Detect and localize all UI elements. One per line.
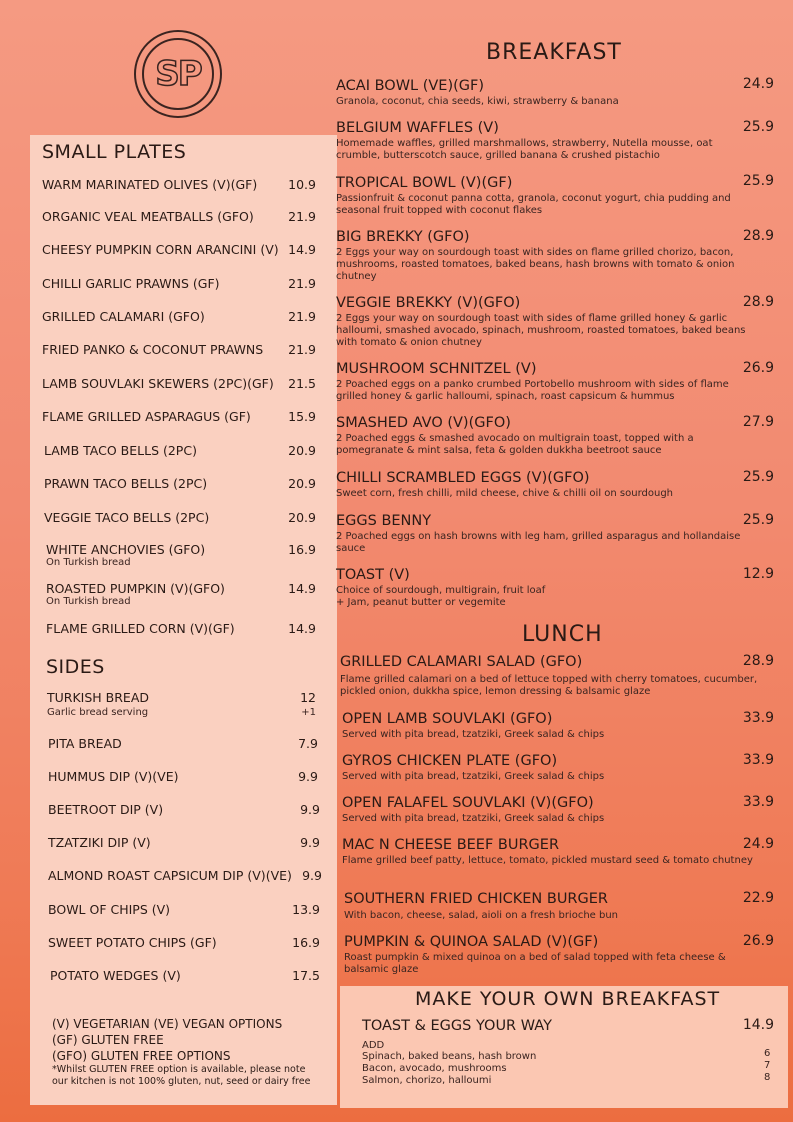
menu-item-desc: + Jam, peanut butter or vegemite xyxy=(336,597,506,608)
menu-item-desc: Flame grilled beef patty, lettuce, tomato, pickled mustard seed & tomato chutney xyxy=(342,855,753,866)
menu-item-price: 33.9 xyxy=(742,710,774,726)
menu-item-desc: 2 Poached eggs on hash browns with leg ham, grilled asparagus and hollandaise sauce xyxy=(336,531,741,554)
menu-item-price: 24.9 xyxy=(742,76,774,92)
menu-item-name: HUMMUS DIP (V)(VE) xyxy=(48,769,179,784)
menu-item-desc: Roast pumpkin & mixed quinoa on a bed of salad topped with feta cheese & balsamic glaze xyxy=(344,952,726,975)
menu-item-price: 21.9 xyxy=(288,342,316,357)
menu-item-name: BELGIUM WAFFLES (V) xyxy=(336,120,499,136)
small-plates-title: SMALL PLATES xyxy=(42,141,187,163)
menu-item-price: 25.9 xyxy=(742,469,774,485)
menu-item-name: TURKISH BREAD xyxy=(47,690,149,705)
menu-item-name: PUMPKIN & QUINOA SALAD (V)(GF) xyxy=(344,934,599,950)
menu-item-desc: Served with pita bread, tzatziki, Greek salad & chips xyxy=(342,813,605,824)
menu-item-price: 26.9 xyxy=(742,360,774,376)
logo-text: SP xyxy=(142,38,214,110)
menu-item-name: MUSHROOM SCHNITZEL (V) xyxy=(336,361,537,377)
menu-item-name: GYROS CHICKEN PLATE (GFO) xyxy=(342,753,558,769)
menu-item-name: GRILLED CALAMARI SALAD (GFO) xyxy=(340,654,583,670)
lunch-title: LUNCH xyxy=(522,622,603,647)
menu-item-name: EGGS BENNY xyxy=(336,513,432,529)
menu-item-name: ROASTED PUMPKIN (V)(GFO) xyxy=(46,581,225,596)
menu-item-price: 20.9 xyxy=(288,510,316,525)
menu-item-name: OPEN LAMB SOUVLAKI (GFO) xyxy=(342,711,553,727)
menu-item-desc: Flame grilled calamari on a bed of lettuce topped with cherry tomatoes, cucumber, pickled onion, dukkha spice, lemon dressing & balsamic glaze xyxy=(340,674,758,697)
add-option: Salmon, chorizo, halloumi xyxy=(362,1075,492,1086)
menu-item-price: 28.9 xyxy=(742,228,774,244)
menu-item-name: PRAWN TACO BELLS (2PC) xyxy=(44,476,208,491)
menu-item-name: POTATO WEDGES (V) xyxy=(50,968,181,983)
menu-item-name: VEGGIE BREKKY (V)(GFO) xyxy=(336,295,521,311)
menu-item-price: 16.9 xyxy=(292,935,320,950)
menu-item-price: 20.9 xyxy=(288,476,316,491)
add-option: Spinach, baked beans, hash brown xyxy=(362,1051,537,1062)
menu-item-name: TOAST (V) xyxy=(336,567,410,583)
menu-item-price: 9.9 xyxy=(300,802,320,817)
menu-item-name: TZATZIKI DIP (V) xyxy=(48,835,151,850)
menu-item-price: 28.9 xyxy=(742,653,774,669)
menu-item-price: 14.9 xyxy=(288,621,316,636)
make-your-own-title: MAKE YOUR OWN BREAKFAST xyxy=(415,988,721,1010)
menu-item-name: OPEN FALAFEL SOUVLAKI (V)(GFO) xyxy=(342,795,594,811)
note-disclaimer: our kitchen is not 100% gluten, nut, seed or dairy free xyxy=(52,1076,311,1087)
add-option: Bacon, avocado, mushrooms xyxy=(362,1063,507,1074)
menu-item-name: ACAI BOWL (VE)(GF) xyxy=(336,78,485,94)
add-option-price: 6 xyxy=(764,1048,771,1059)
menu-item-price: 33.9 xyxy=(742,794,774,810)
add-label: ADD xyxy=(362,1040,385,1051)
menu-item-extra-price: +1 xyxy=(301,707,316,718)
menu-item-desc: Granola, coconut, chia seeds, kiwi, strawberry & banana xyxy=(336,96,619,107)
menu-item-desc: Choice of sourdough, multigrain, fruit loaf xyxy=(336,585,546,596)
menu-item-desc: Homemade waffles, grilled marshmallows, strawberry, Nutella mousse, oat crumble, butterscotch sauce, grilled banana & crushed pistachio xyxy=(336,138,713,161)
menu-item-desc: 2 Eggs your way on sourdough toast with sides of flame grilled honey & garlic halloumi, smashed avocado, spinach, mushroom, roasted tomatoes, baked beans with tomato & onion chutney xyxy=(336,313,746,348)
menu-item-name: GRILLED CALAMARI (GFO) xyxy=(42,309,205,324)
menu-item-price: 20.9 xyxy=(288,443,316,458)
menu-item-price: 33.9 xyxy=(742,752,774,768)
menu-item-price: 21.9 xyxy=(288,276,316,291)
menu-item-name: ORGANIC VEAL MEATBALLS (GFO) xyxy=(42,209,254,224)
menu-item-price: 24.9 xyxy=(742,836,774,852)
menu-item-name: WARM MARINATED OLIVES (V)(GF) xyxy=(42,177,258,192)
add-option-price: 7 xyxy=(764,1060,771,1071)
menu-item-price: 14.9 xyxy=(288,581,316,596)
menu-item-name: SOUTHERN FRIED CHICKEN BURGER xyxy=(344,891,608,907)
dietary-notes xyxy=(52,1016,332,1088)
menu-item-price: 17.5 xyxy=(292,968,320,983)
menu-item-name: WHITE ANCHOVIES (GFO) xyxy=(46,542,206,557)
menu-item-desc: Passionfruit & coconut panna cotta, granola, coconut yogurt, chia pudding and seasonal fruit topped with coconut flakes xyxy=(336,193,731,216)
menu-item-desc: Served with pita bread, tzatziki, Greek salad & chips xyxy=(342,729,605,740)
menu-item-desc: Served with pita bread, tzatziki, Greek salad & chips xyxy=(342,771,605,782)
note-line: (V) VEGETARIAN (VE) VEGAN OPTIONS xyxy=(52,1017,283,1031)
menu-item-name: VEGGIE TACO BELLS (2PC) xyxy=(44,510,210,525)
menu-item-name: PITA BREAD xyxy=(48,736,122,751)
menu-item-desc: 2 Poached eggs & smashed avocado on multigrain toast, topped with a pomegranate & mint salsa, feta & golden dukkha beetroot sauce xyxy=(336,433,694,456)
menu-item-name: LAMB TACO BELLS (2PC) xyxy=(44,443,197,458)
menu-item-name: FLAME GRILLED CORN (V)(GF) xyxy=(46,621,235,636)
menu-item-price: 12 xyxy=(300,690,316,705)
menu-item-price: 21.9 xyxy=(288,209,316,224)
menu-item-price: 7.9 xyxy=(298,736,318,751)
menu-item-price: 28.9 xyxy=(742,294,774,310)
menu-item-name: SWEET POTATO CHIPS (GF) xyxy=(48,935,217,950)
menu-item-name: BEETROOT DIP (V) xyxy=(48,802,164,817)
menu-item-name: ALMOND ROAST CAPSICUM DIP (V)(VE) xyxy=(48,868,292,883)
menu-item-name: CHILLI GARLIC PRAWNS (GF) xyxy=(42,276,220,291)
menu-item-name: LAMB SOUVLAKI SKEWERS (2PC)(GF) xyxy=(42,376,274,391)
note-line: (GF) GLUTEN FREE xyxy=(52,1033,164,1047)
menu-item-price: 9.9 xyxy=(298,769,318,784)
menu-item-desc: Sweet corn, fresh chilli, mild cheese, chive & chilli oil on sourdough xyxy=(336,488,674,499)
menu-item-price: 13.9 xyxy=(292,902,320,917)
menu-item-price: 16.9 xyxy=(288,542,316,557)
menu-item-price: 27.9 xyxy=(742,414,774,430)
note-line: (GFO) GLUTEN FREE OPTIONS xyxy=(52,1049,231,1063)
menu-item-price: 14.9 xyxy=(288,242,316,257)
breakfast-title: BREAKFAST xyxy=(486,40,622,65)
menu-item-name: BIG BREKKY (GFO) xyxy=(336,229,470,245)
menu-item-name: SMASHED AVO (V)(GFO) xyxy=(336,415,511,431)
menu-item-desc: 2 Poached eggs on a panko crumbed Portobello mushroom with sides of flame grilled honey & garlic halloumi, spinach, roast capsicum & hummus xyxy=(336,379,729,402)
menu-item-price: 25.9 xyxy=(742,119,774,135)
menu-item-name: FLAME GRILLED ASPARAGUS (GF) xyxy=(42,409,251,424)
menu-item-desc: With bacon, cheese, salad, aioli on a fresh brioche bun xyxy=(344,910,619,921)
menu-item-name: TROPICAL BOWL (V)(GF) xyxy=(336,175,513,191)
sides-title: SIDES xyxy=(46,656,105,678)
menu-item-price: 22.9 xyxy=(742,890,774,906)
menu-item-price: 9.9 xyxy=(302,868,322,883)
menu-item-price: 9.9 xyxy=(300,835,320,850)
menu-item-price: 12.9 xyxy=(742,566,774,582)
menu-item-name: CHEESY PUMPKIN CORN ARANCINI (V) xyxy=(42,242,279,257)
menu-item-price: 21.9 xyxy=(288,309,316,324)
menu-item-price: 14.9 xyxy=(742,1017,774,1033)
menu-item-desc: 2 Eggs your way on sourdough toast with sides on flame grilled chorizo, bacon, mushrooms, roasted tomatoes, baked beans, hash browns with tomato & onion chutney xyxy=(336,247,735,282)
menu-item-price: 25.9 xyxy=(742,173,774,189)
menu-item-desc: Garlic bread serving xyxy=(47,707,149,718)
menu-item-name: BOWL OF CHIPS (V) xyxy=(48,902,171,917)
menu-item-name: MAC N CHEESE BEEF BURGER xyxy=(342,837,560,853)
logo xyxy=(134,30,222,118)
menu-item-price: 10.9 xyxy=(288,177,316,192)
menu-item-price: 26.9 xyxy=(742,933,774,949)
note-disclaimer: *Whilst GLUTEN FREE option is available, please note xyxy=(52,1064,306,1075)
menu-item-desc: On Turkish bread xyxy=(46,596,131,607)
menu-item-name: CHILLI SCRAMBLED EGGS (V)(GFO) xyxy=(336,470,590,486)
add-option-price: 8 xyxy=(764,1072,771,1083)
menu-item-price: 21.5 xyxy=(288,376,316,391)
menu-item-price: 25.9 xyxy=(742,512,774,528)
menu-item-name: TOAST & EGGS YOUR WAY xyxy=(362,1018,552,1034)
menu-item-desc: On Turkish bread xyxy=(46,557,131,568)
menu-item-price: 15.9 xyxy=(288,409,316,424)
menu-item-name: FRIED PANKO & COCONUT PRAWNS xyxy=(42,342,264,357)
